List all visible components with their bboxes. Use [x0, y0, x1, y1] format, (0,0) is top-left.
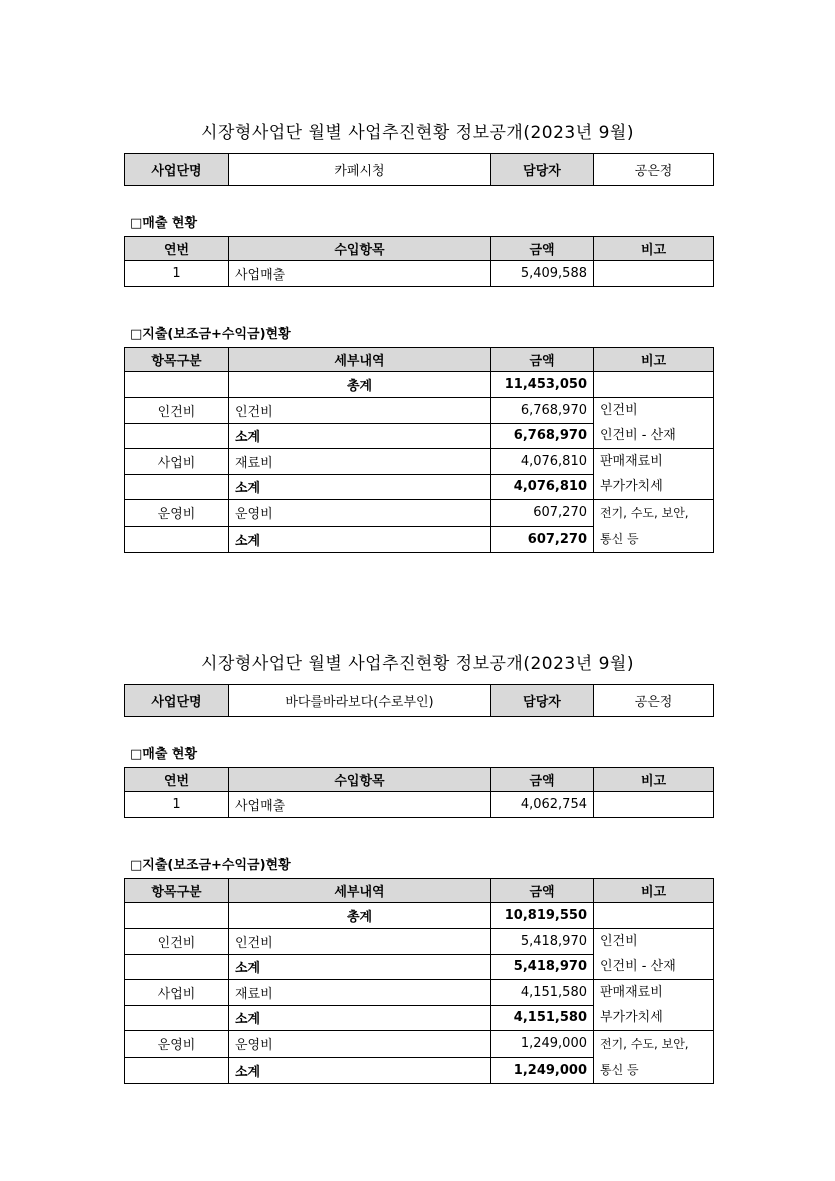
col-header: 비고 [594, 879, 714, 903]
total-label: 총계 [229, 903, 491, 929]
expense-table [124, 878, 714, 1084]
sales-note [594, 261, 714, 287]
empty-cell [125, 903, 229, 929]
expense-note-line: 전기, 수도, 보안, [600, 506, 689, 520]
unit-name-value: 바다를바라보다(수로부인) [229, 685, 491, 717]
expense-row [125, 929, 714, 955]
expense-note-line: 통신 등 [600, 532, 639, 546]
expense-detail: 운영비 [229, 500, 491, 527]
manager-label: 담당자 [491, 154, 594, 186]
expense-note-line: 인건비 - 산재 [600, 428, 676, 443]
expense-total-row [125, 372, 714, 398]
expense-amount: 4,076,810 [491, 449, 594, 475]
col-header: 금액 [491, 879, 594, 903]
subtotal-label: 소계 [229, 474, 491, 500]
col-header: 수입항목 [229, 768, 491, 792]
subtotal-amount: 607,270 [491, 526, 594, 553]
total-label: 총계 [229, 372, 491, 398]
expense-note [594, 1031, 714, 1084]
subtotal-label: 소계 [229, 526, 491, 553]
expense-note [594, 449, 714, 500]
subtotal-amount: 5,418,970 [491, 954, 594, 980]
expense-note [594, 929, 714, 980]
col-header: 세부내역 [229, 348, 491, 372]
total-amount: 10,819,550 [491, 903, 594, 929]
expense-amount: 6,768,970 [491, 398, 594, 424]
expense-row [125, 980, 714, 1006]
expense-detail: 인건비 [229, 929, 491, 955]
empty-cell [125, 1057, 229, 1084]
col-header: 연번 [125, 237, 229, 261]
unit-name-label: 사업단명 [125, 685, 229, 717]
col-header: 금액 [491, 768, 594, 792]
empty-cell [125, 423, 229, 449]
expense-note-line: 인건비 - 산재 [600, 959, 676, 974]
col-header: 비고 [594, 768, 714, 792]
expense-row [125, 398, 714, 424]
unit-info-row [125, 685, 714, 717]
expense-amount: 5,418,970 [491, 929, 594, 955]
expense-detail: 재료비 [229, 449, 491, 475]
expense-total-row [125, 903, 714, 929]
empty-cell [594, 903, 714, 929]
expense-amount: 4,151,580 [491, 980, 594, 1006]
expense-note-line: 인건비 [600, 934, 638, 949]
subtotal-label: 소계 [229, 423, 491, 449]
subtotal-label: 소계 [229, 954, 491, 980]
subtotal-amount: 4,076,810 [491, 474, 594, 500]
sales-amount: 4,062,754 [491, 792, 594, 818]
expense-heading: □지출(보조금+수익금)현황 [130, 858, 291, 873]
col-header: 비고 [594, 237, 714, 261]
sales-note [594, 792, 714, 818]
sales-table [124, 767, 714, 818]
expense-category: 사업비 [125, 980, 229, 1006]
expense-note-line: 판매재료비 [600, 454, 663, 469]
page-title: 시장형사업단 월별 사업추진현황 정보공개(2023년 9월) [201, 654, 634, 674]
expense-row [125, 449, 714, 475]
expense-category: 운영비 [125, 500, 229, 527]
sales-row [125, 261, 714, 287]
sales-header-row [125, 237, 714, 261]
total-amount: 11,453,050 [491, 372, 594, 398]
expense-detail: 운영비 [229, 1031, 491, 1058]
page-title: 시장형사업단 월별 사업추진현황 정보공개(2023년 9월) [201, 123, 634, 143]
empty-cell [125, 372, 229, 398]
expense-note-line: 부가가치세 [600, 1010, 663, 1025]
subtotal-label: 소계 [229, 1057, 491, 1084]
manager-value: 공은정 [594, 154, 714, 186]
expense-header-row [125, 348, 714, 372]
manager-label: 담당자 [491, 685, 594, 717]
subtotal-amount: 4,151,580 [491, 1005, 594, 1031]
manager-value: 공은정 [594, 685, 714, 717]
expense-note-line: 판매재료비 [600, 985, 663, 1000]
unit-name-value: 카페시청 [229, 154, 491, 186]
expense-category: 인건비 [125, 398, 229, 424]
expense-note-line: 통신 등 [600, 1063, 639, 1077]
sales-table [124, 236, 714, 287]
subtotal-amount: 6,768,970 [491, 423, 594, 449]
expense-header-row [125, 879, 714, 903]
col-header: 세부내역 [229, 879, 491, 903]
expense-note [594, 980, 714, 1031]
expense-note-line: 부가가치세 [600, 479, 663, 494]
sales-heading: □매출 현황 [130, 747, 198, 762]
sales-row [125, 792, 714, 818]
expense-heading: □지출(보조금+수익금)현황 [130, 327, 291, 342]
col-header: 수입항목 [229, 237, 491, 261]
col-header: 연번 [125, 768, 229, 792]
expense-category: 운영비 [125, 1031, 229, 1058]
col-header: 비고 [594, 348, 714, 372]
expense-amount: 1,249,000 [491, 1031, 594, 1058]
sales-item: 사업매출 [229, 792, 491, 818]
sales-header-row [125, 768, 714, 792]
sales-amount: 5,409,588 [491, 261, 594, 287]
unit-name-label: 사업단명 [125, 154, 229, 186]
sales-item: 사업매출 [229, 261, 491, 287]
col-header: 항목구분 [125, 879, 229, 903]
empty-cell [125, 526, 229, 553]
subtotal-label: 소계 [229, 1005, 491, 1031]
expense-detail: 재료비 [229, 980, 491, 1006]
expense-table [124, 347, 714, 553]
expense-note-line: 인건비 [600, 403, 638, 418]
unit-info-table [124, 684, 714, 717]
sales-no: 1 [125, 261, 229, 287]
expense-row [125, 500, 714, 527]
expense-category: 인건비 [125, 929, 229, 955]
col-header: 항목구분 [125, 348, 229, 372]
sales-heading: □매출 현황 [130, 216, 198, 231]
empty-cell [594, 372, 714, 398]
subtotal-amount: 1,249,000 [491, 1057, 594, 1084]
empty-cell [125, 954, 229, 980]
col-header: 금액 [491, 237, 594, 261]
expense-category: 사업비 [125, 449, 229, 475]
col-header: 금액 [491, 348, 594, 372]
unit-info-table [124, 153, 714, 186]
sales-no: 1 [125, 792, 229, 818]
expense-amount: 607,270 [491, 500, 594, 527]
expense-detail: 인건비 [229, 398, 491, 424]
empty-cell [125, 1005, 229, 1031]
expense-note-line: 전기, 수도, 보안, [600, 1037, 689, 1051]
empty-cell [125, 474, 229, 500]
expense-note [594, 500, 714, 553]
expense-row [125, 1031, 714, 1058]
expense-note [594, 398, 714, 449]
unit-info-row [125, 154, 714, 186]
